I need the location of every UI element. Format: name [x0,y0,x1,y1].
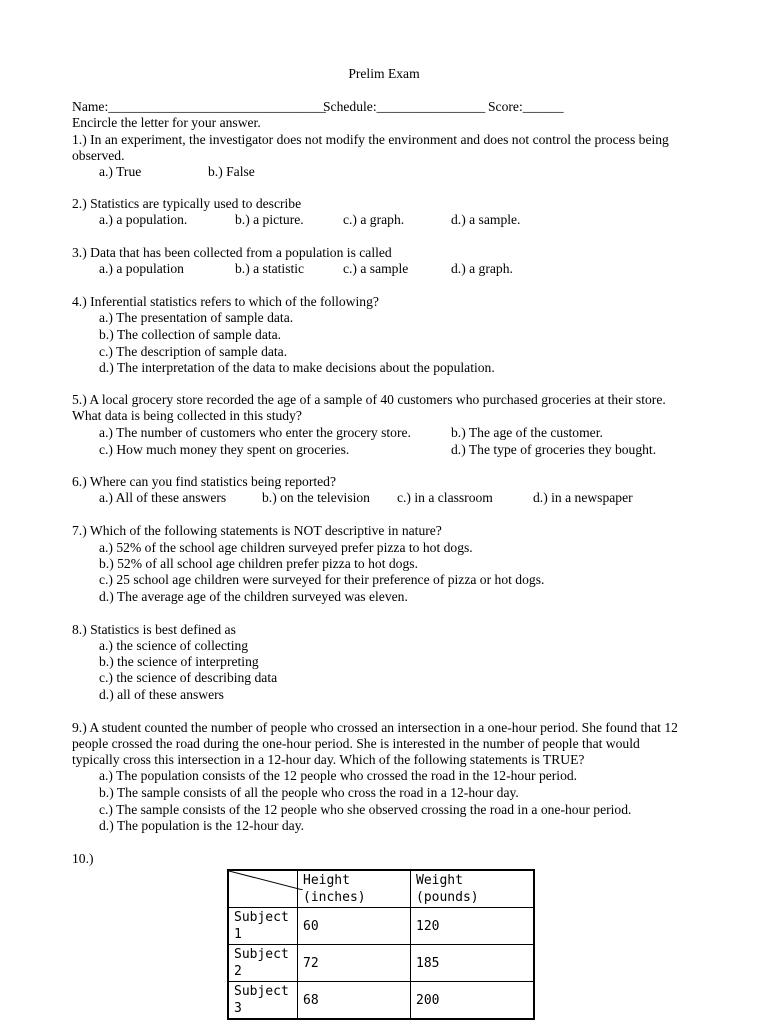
question-6-text: 6.) Where can you find statistics being reported? [72,474,336,489]
option-d: d.) a sample. [451,212,521,227]
name-field-label: Name:________________________________ [72,99,326,114]
header-fields [0,99,768,116]
question-3-text: 3.) Data that has been collected from a population is called [72,245,392,260]
option-b: b.) on the television [262,490,370,505]
table-header-row [228,870,534,908]
option-c: c.) The description of sample data. [99,344,288,359]
table-row [228,908,534,945]
option-d: d.) The average age of the children surveyed was eleven. [99,589,408,604]
option-d: d.) all of these answers [99,687,224,702]
option-a: a.) The presentation of sample data. [99,310,294,325]
question-10-text: 10.) [72,851,94,866]
option-a: a.) All of these answers [99,490,227,505]
option-a: a.) The number of customers who enter the grocery store. [99,425,411,440]
option-d: d.) in a newspaper [533,490,633,505]
question-1-text-cont: observed. [72,148,125,163]
question-8-text: 8.) Statistics is best defined as [72,622,236,637]
question-5-text-cont: What data is being collected in this study? [72,408,302,423]
option-d: d.) The type of groceries they bought. [451,442,657,457]
question-9-text-cont-2: typically cross this intersection in a 12-hour day. Which of the following statements is TRUE? [72,752,585,767]
option-c: c.) the science of describing data [99,670,278,685]
question-3-options [0,261,768,278]
option-b: b.) False [208,164,255,179]
option-b: b.) a statistic [235,261,305,276]
question-2-options [0,212,768,229]
exam-title: Prelim Exam [348,66,420,81]
question-5-text: 5.) A local grocery store recorded the age of a sample of 40 customers who purchased groceries at their store. [72,392,666,407]
option-c: c.) How much money they spent on groceries. [99,442,350,457]
question-4-text: 4.) Inferential statistics refers to which of the following? [72,294,379,309]
option-b: b.) The sample consists of all the people who cross the road in a 12-hour day. [99,785,519,800]
question-5-options-row-1 [0,425,768,442]
height-weight-table [227,869,535,1020]
table-row [228,982,534,1020]
table-cell: 68 [298,982,411,1020]
option-c: c.) 25 school age children were surveyed for their preference of pizza or hot dogs. [99,572,545,587]
table-header: Weight (pounds) [411,870,535,908]
diagonal-line-icon [229,871,303,890]
table-cell: 200 [411,982,535,1020]
option-a: a.) 52% of the school age children surveyed prefer pizza to hot dogs. [99,540,473,555]
table-cell: Subject 2 [228,945,298,982]
table-cell: Subject 3 [228,982,298,1020]
score-field-label: Score:______ [488,99,564,114]
option-b: b.) The collection of sample data. [99,327,282,342]
question-9-text: 9.) A student counted the number of people who crossed an intersection in a one-hour period. She found that 12 [72,720,678,735]
option-d: d.) a graph. [451,261,513,276]
option-c: c.) a graph. [343,212,405,227]
option-d: d.) The interpretation of the data to make decisions about the population. [99,360,495,375]
option-b: b.) the science of interpreting [99,654,259,669]
table-cell: Subject 1 [228,908,298,945]
option-a: a.) a population. [99,212,188,227]
option-d: d.) The population is the 12-hour day. [99,818,305,833]
option-b: b.) The age of the customer. [451,425,603,440]
option-b: b.) a picture. [235,212,304,227]
option-c: c.) The sample consists of the 12 people who she observed crossing the road in a one-hour period. [99,802,632,817]
option-a: a.) The population consists of the 12 people who crossed the road in the 12-hour period. [99,768,578,783]
question-5-options-row-2 [0,442,768,459]
option-b: b.) 52% of all school age children prefer pizza to hot dogs. [99,556,418,571]
question-1-options [0,164,768,181]
question-9-text-cont: people crossed the road during the one-hour period. She is interested in the number of people that would [72,736,640,751]
option-c: c.) a sample [343,261,409,276]
table-cell: 120 [411,908,535,945]
table-corner-cell [228,870,298,908]
question-7-text: 7.) Which of the following statements is NOT descriptive in nature? [72,523,442,538]
table-row [228,945,534,982]
table-cell: 72 [298,945,411,982]
option-a: a.) True [99,164,142,179]
table-cell: 60 [298,908,411,945]
schedule-field-label: Schedule:________________ [323,99,486,114]
table-cell: 185 [411,945,535,982]
question-2-text: 2.) Statistics are typically used to describe [72,196,302,211]
option-c: c.) in a classroom [397,490,493,505]
option-a: a.) the science of collecting [99,638,249,653]
question-1-text: 1.) In an experiment, the investigator does not modify the environment and does not control the process being [72,132,669,147]
table-header: Height (inches) [298,870,411,908]
question-6-options [0,490,768,507]
instruction: Encircle the letter for your answer. [72,115,261,130]
option-a: a.) a population [99,261,184,276]
